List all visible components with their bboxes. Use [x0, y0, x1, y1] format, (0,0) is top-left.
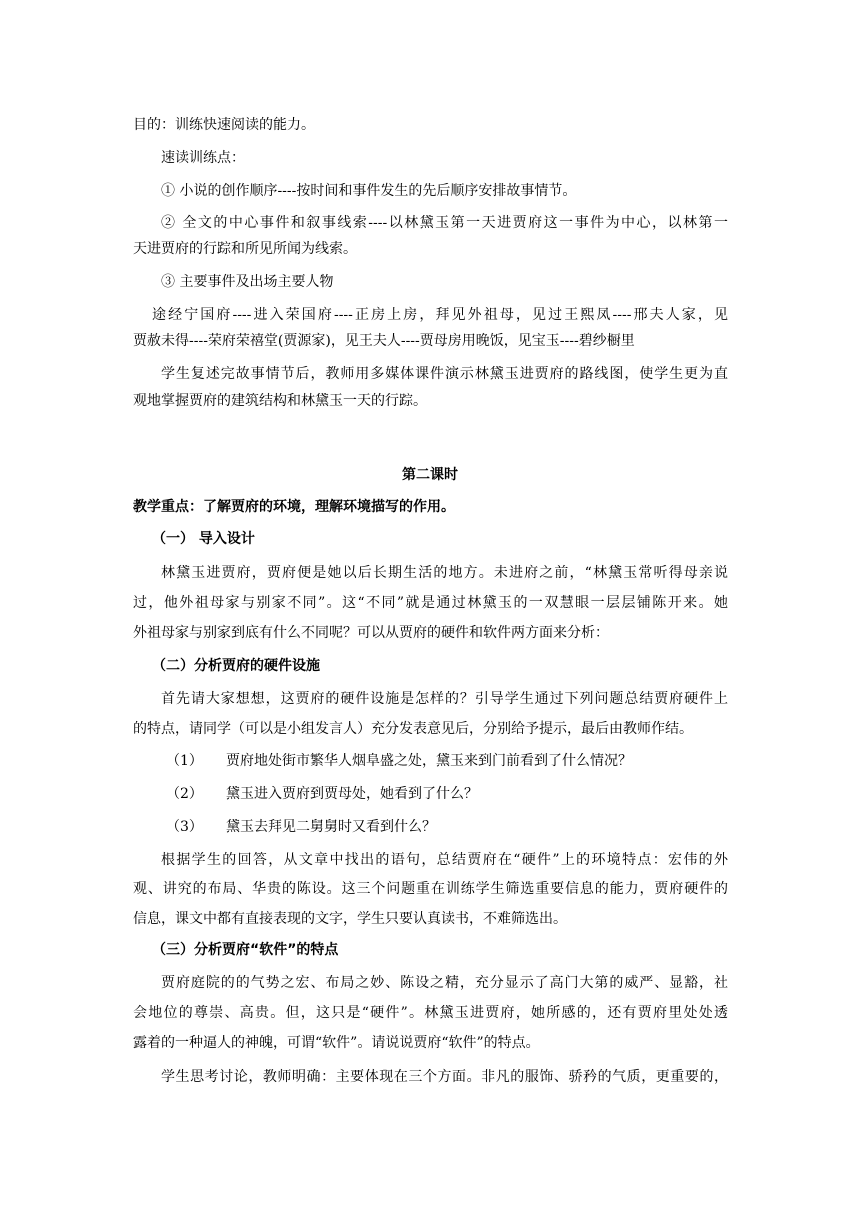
- question-2-text: 黛玉进入贾府到贾母处，她看到了什么？: [226, 786, 478, 802]
- question-2-number: （2）: [166, 786, 203, 802]
- question-2: [166, 784, 478, 804]
- software-line2: 会地位的尊崇、高贵。但，这只是“硬件”。林黛玉进贾府，她所感的，还有贾府里处处透: [133, 1005, 728, 1021]
- teaching-focus: 教学重点：了解贾府的环境，理解环境描写的作用。: [133, 499, 455, 515]
- lesson2-title: 第二课时: [402, 467, 458, 483]
- route-line2: 贾赦未得----荣府荣禧堂(贾源家)，见王夫人----贾母房用晚饭，见宝玉----碧纱橱里: [133, 333, 635, 349]
- hardware-line2: 的特点，请同学（可以是小组发言人）充分发表意见后，分别给予提示，最后由教师作结。: [133, 721, 693, 737]
- discussion-line1: 学生思考讨论，教师明确：主要体现在三个方面。非凡的服饰、骄矜的气质，更重要的，: [161, 1069, 728, 1085]
- purpose-line: 目的：训练快速阅读的能力。: [133, 117, 315, 133]
- speed-point-2-line2: 天进贾府的行踪和所见所闻为线索。: [133, 241, 357, 257]
- question-1-text: 贾府地处街市繁华人烟阜盛之处，黛玉来到门前看到了什么情况？: [226, 753, 632, 769]
- hardware-line1: 首先请大家想想，这贾府的硬件设施是怎样的？引导学生通过下列问题总结贾府硬件上: [161, 691, 728, 707]
- speed-point-1: ① 小说的创作顺序----按时间和事件发生的先后顺序安排故事情节。: [161, 183, 577, 199]
- speed-point-2-line1: ② 全文的中心事件和叙事线索----以林黛玉第一天进贾府这一事件为中心，以林第一: [161, 215, 728, 231]
- speed-reading-heading: 速读训练点：: [161, 150, 245, 166]
- retell-line1: 学生复述完故事情节后，教师用多媒体课件演示林黛玉进贾府的路线图，使学生更为直: [161, 366, 728, 382]
- question-1-number: （1）: [166, 753, 203, 769]
- software-line3: 露着的一种逼人的神魄，可谓“软件”。请说说贾府“软件”的特点。: [133, 1035, 540, 1051]
- question-3-number: （3）: [166, 819, 203, 835]
- section3-heading: （三）分析贾府“软件”的特点: [152, 942, 339, 958]
- section1-heading: （一） 导入设计: [152, 531, 255, 547]
- question-1: [166, 751, 632, 771]
- retell-line2: 观地掌握贾府的建筑结构和林黛玉一天的行踪。: [133, 393, 427, 409]
- intro-line3: 外祖母家与别家到底有什么不同呢？可以从贾府的硬件和软件两方面来分析：: [133, 625, 609, 641]
- intro-line2: 过，他外祖母家与别家不同”。这“不同”就是通过林黛玉的一双慧眼一层层铺陈开来。她: [133, 595, 728, 611]
- question-3-text: 黛玉去拜见二舅舅时又看到什么？: [226, 819, 436, 835]
- question-3: [166, 817, 436, 837]
- software-line1: 贾府庭院的的气势之宏、布局之妙、陈设之精，充分显示了高门大第的威严、显豁，社: [161, 975, 728, 991]
- intro-line1: 林黛玉进贾府，贾府便是她以后长期生活的地方。未进府之前，“林黛玉常听得母亲说: [161, 565, 728, 581]
- answer-line2: 观、讲究的布局、华贵的陈设。这三个问题重在训练学生筛选重要信息的能力，贾府硬件的: [133, 881, 728, 897]
- answer-line3: 信息，课文中都有直接表现的文字，学生只要认真读书，不难筛选出。: [133, 911, 567, 927]
- section2-heading: （二）分析贾府的硬件设施: [152, 658, 320, 674]
- route-line1: 途经宁国府----进入荣国府----正房上房，拜见外祖母，见过王熙凤----邢夫人家，见: [152, 307, 728, 323]
- answer-line1: 根据学生的回答，从文章中找出的语句，总结贾府在“硬件”上的环境特点：宏伟的外: [161, 852, 728, 868]
- speed-point-3: ③ 主要事件及出场主要人物: [161, 274, 334, 290]
